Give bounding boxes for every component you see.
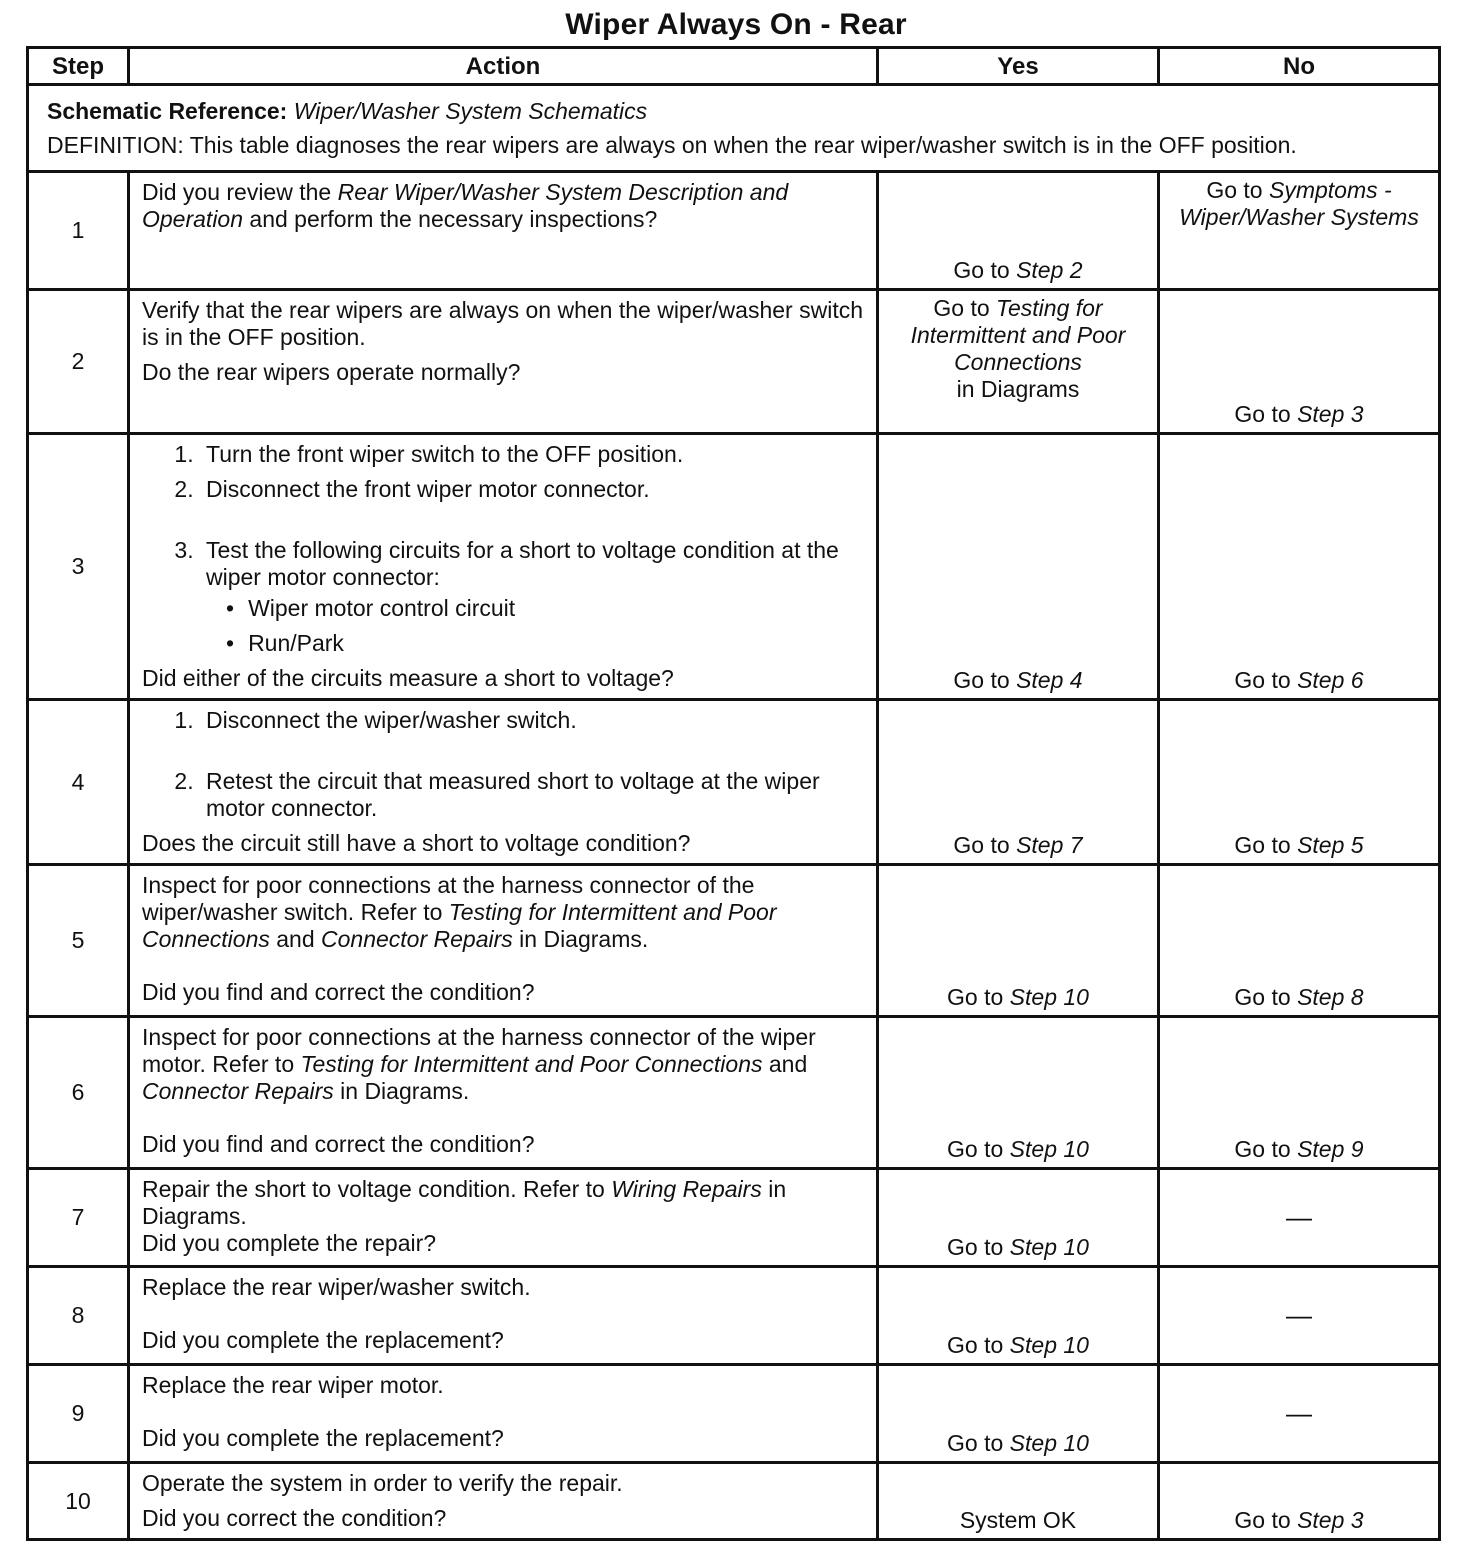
yes-cell: Go to Step 10 <box>878 1365 1159 1463</box>
step-number: 4 <box>28 700 129 865</box>
action-question: Do the rear wipers operate normally? <box>142 359 521 385</box>
action-text: Inspect for poor connections at the harness connector of the wiper motor. Refer to Testing for Intermittent and Poor Connections and Connector Repairs in Diagrams. <box>142 1024 816 1104</box>
action-question: Does the circuit still have a short to voltage condition? <box>142 830 691 856</box>
step-number: 7 <box>28 1169 129 1267</box>
step-number: 8 <box>28 1267 129 1365</box>
table-row <box>28 290 1440 434</box>
table-row <box>28 1365 1440 1463</box>
action-text: Operate the system in order to verify the repair. <box>142 1470 623 1496</box>
step-number: 5 <box>28 865 129 1017</box>
schematic-cell <box>28 85 1440 172</box>
yes-cell: Go to Step 7 <box>878 700 1159 865</box>
header-step: Step <box>28 48 129 85</box>
no-cell: Go to Step 3 <box>1159 290 1440 434</box>
no-cell: Go to Step 5 <box>1159 700 1440 865</box>
table-row <box>28 434 1440 700</box>
yes-cell: Go to Step 10 <box>878 865 1159 1017</box>
action-cell <box>129 172 878 290</box>
list-item: 2. Disconnect the front wiper motor connector. <box>200 476 864 503</box>
yes-cell: Go to Step 10 <box>878 1017 1159 1169</box>
header-yes: Yes <box>878 48 1159 85</box>
action-cell <box>129 865 878 1017</box>
table-row <box>28 700 1440 865</box>
page-title: Wiper Always On - Rear <box>565 8 907 41</box>
no-cell: — <box>1159 1365 1440 1463</box>
step-number: 2 <box>28 290 129 434</box>
table-row <box>28 1267 1440 1365</box>
step-number: 3 <box>28 434 129 700</box>
schematic-label: Schematic Reference: <box>47 98 288 124</box>
schematic-link: Wiper/Washer System Schematics <box>293 98 648 124</box>
definition-text: DEFINITION: This table diagnoses the rear wipers are always on when the rear wiper/washer switch is in the OFF position. <box>47 132 1297 158</box>
table-row <box>28 1017 1440 1169</box>
bullet-list <box>206 595 864 657</box>
action-question: Did you find and correct the condition? <box>142 979 535 1005</box>
diagnostic-table <box>26 46 1441 1541</box>
table-row <box>28 172 1440 290</box>
action-cell <box>129 1463 878 1540</box>
schematic-reference <box>47 94 1420 128</box>
no-cell: Go to Step 3 <box>1159 1463 1440 1540</box>
list-item: 3. Test the following circuits for a short to voltage condition at the wiper motor connector: • Wiper motor control circuit • Run/Park <box>200 537 864 657</box>
action-cell <box>129 1017 878 1169</box>
action-cell <box>129 700 878 865</box>
step-number: 6 <box>28 1017 129 1169</box>
yes-cell: Go to Step 2 <box>878 172 1159 290</box>
action-question: Did you complete the repair? <box>142 1230 437 1256</box>
yes-cell: Go to Step 10 <box>878 1267 1159 1365</box>
action-cell <box>129 1169 878 1267</box>
no-cell: Go to Step 8 <box>1159 865 1440 1017</box>
list-item: 1. Turn the front wiper switch to the OFF position. <box>200 441 864 468</box>
no-cell: — <box>1159 1267 1440 1365</box>
no-cell: — <box>1159 1169 1440 1267</box>
instruction-list <box>142 707 864 822</box>
list-item: 1. Disconnect the wiper/washer switch. <box>200 707 864 734</box>
header-action: Action <box>129 48 878 85</box>
yes-cell: Go to Step 10 <box>878 1169 1159 1267</box>
action-question: Did either of the circuits measure a short to voltage? <box>142 665 674 691</box>
action-text: Repair the short to voltage condition. Refer to Wiring Repairs in Diagrams. <box>142 1176 787 1229</box>
action-question: Did you complete the replacement? <box>142 1425 504 1451</box>
action-question: Did you find and correct the condition? <box>142 1131 535 1157</box>
action-text: Replace the rear wiper motor. <box>142 1372 444 1398</box>
action-cell <box>129 1267 878 1365</box>
action-text: Replace the rear wiper/washer switch. <box>142 1274 531 1300</box>
header-no: No <box>1159 48 1440 85</box>
instruction-list <box>142 441 864 657</box>
no-cell: Go to Symptoms - Wiper/Washer Systems <box>1159 172 1440 290</box>
table-row <box>28 865 1440 1017</box>
action-question: Did you complete the replacement? <box>142 1327 504 1353</box>
schematic-row <box>28 85 1440 172</box>
yes-cell: Go to Testing for Intermittent and Poor Connections in Diagrams <box>878 290 1159 434</box>
action-text: Verify that the rear wipers are always on when the wiper/washer switch is in the OFF position. <box>142 297 863 350</box>
action-text: Did you review the Rear Wiper/Washer System Description and Operation and perform the necessary inspections? <box>142 179 789 232</box>
step-number: 9 <box>28 1365 129 1463</box>
action-cell <box>129 1365 878 1463</box>
table-row <box>28 1463 1440 1540</box>
action-cell <box>129 290 878 434</box>
header-row <box>28 48 1440 85</box>
yes-cell: System OK <box>878 1463 1159 1540</box>
no-cell: Go to Step 6 <box>1159 434 1440 700</box>
action-cell <box>129 434 878 700</box>
action-text: Inspect for poor connections at the harness connector of the wiper/washer switch. Refer to Testing for Intermittent and Poor Connections and Connector Repairs in Diagrams. <box>142 872 777 952</box>
action-question: Did you correct the condition? <box>142 1505 447 1531</box>
bullet-item: • Wiper motor control circuit <box>240 595 864 622</box>
bullet-item: • Run/Park <box>240 630 864 657</box>
table-row <box>28 1169 1440 1267</box>
list-item: 2. Retest the circuit that measured short to voltage at the wiper motor connector. <box>200 768 864 822</box>
yes-cell: Go to Step 4 <box>878 434 1159 700</box>
no-cell: Go to Step 9 <box>1159 1017 1440 1169</box>
step-number: 1 <box>28 172 129 290</box>
step-number: 10 <box>28 1463 129 1540</box>
